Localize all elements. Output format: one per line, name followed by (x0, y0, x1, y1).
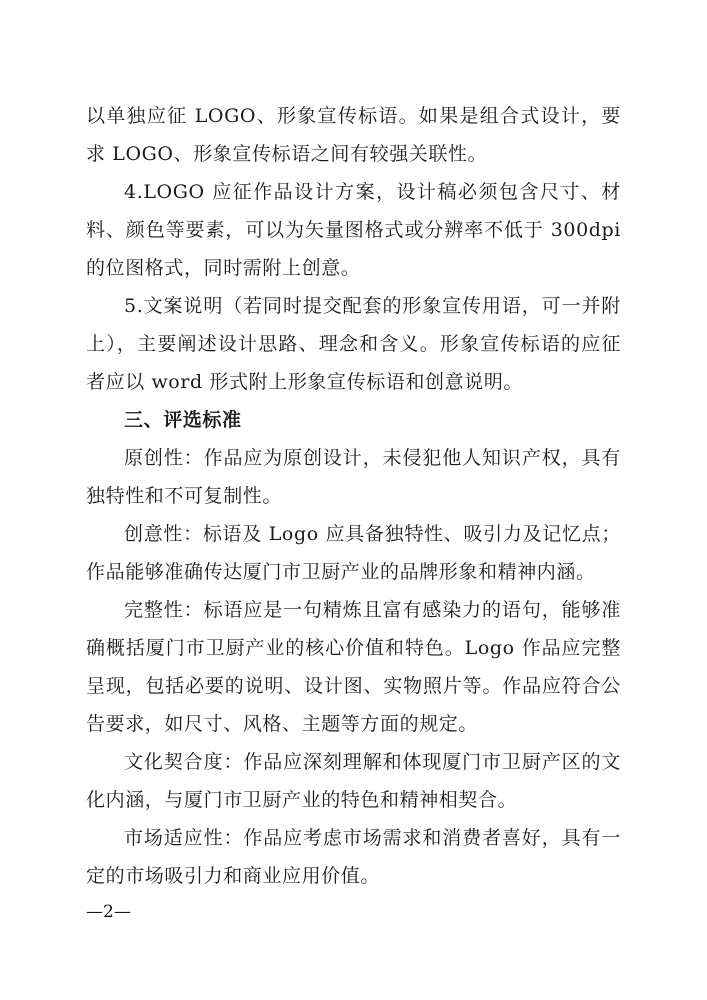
criterion-creativity: 创意性：标语及 Logo 应具备独特性、吸引力及记忆点；作品能够准确传达厦门市卫厨产业的品牌形象和精神内涵。 (86, 523, 621, 583)
page-number: —2— (86, 902, 131, 922)
criterion-completeness: 完整性：标语应是一句精炼且富有感染力的语句，能够准确概括厦门市卫厨产业的核心价值和特色。Logo 作品应完整呈现，包括必要的说明、设计图、实物照片等。作品应符合公告要求，如尺寸、风格、主题等方面的规定。 (86, 599, 621, 735)
paragraph-submission-options: 以单独应征 LOGO、形象宣传标语。如果是组合式设计，要求 LOGO、形象宣传标语之间有较强关联性。 (86, 105, 621, 165)
criterion-cultural-fit: 文化契合度：作品应深刻理解和体现厦门市卫厨产区的文化内涵，与厦门市卫厨产业的特色和精神相契合。 (86, 751, 621, 811)
criterion-originality: 原创性：作品应为原创设计，未侵犯他人知识产权，具有独特性和不可复制性。 (86, 447, 621, 507)
criterion-market-fit: 市场适应性：作品应考虑市场需求和消费者喜好，具有一定的市场吸引力和商业应用价值。 (86, 827, 621, 887)
paragraph-logo-requirements: 4.LOGO 应征作品设计方案，设计稿必须包含尺寸、材料、颜色等要素，可以为矢量图格式或分辨率不低于 300dpi 的位图格式，同时需附上创意。 (86, 181, 621, 279)
section-heading-evaluation-criteria: 三、评选标准 (124, 409, 242, 431)
paragraph-copy-description: 5.文案说明（若同时提交配套的形象宣传用语，可一并附上），主要阐述设计思路、理念和含义。形象宣传标语的应征者应以 word 形式附上形象宣传标语和创意说明。 (86, 295, 621, 393)
